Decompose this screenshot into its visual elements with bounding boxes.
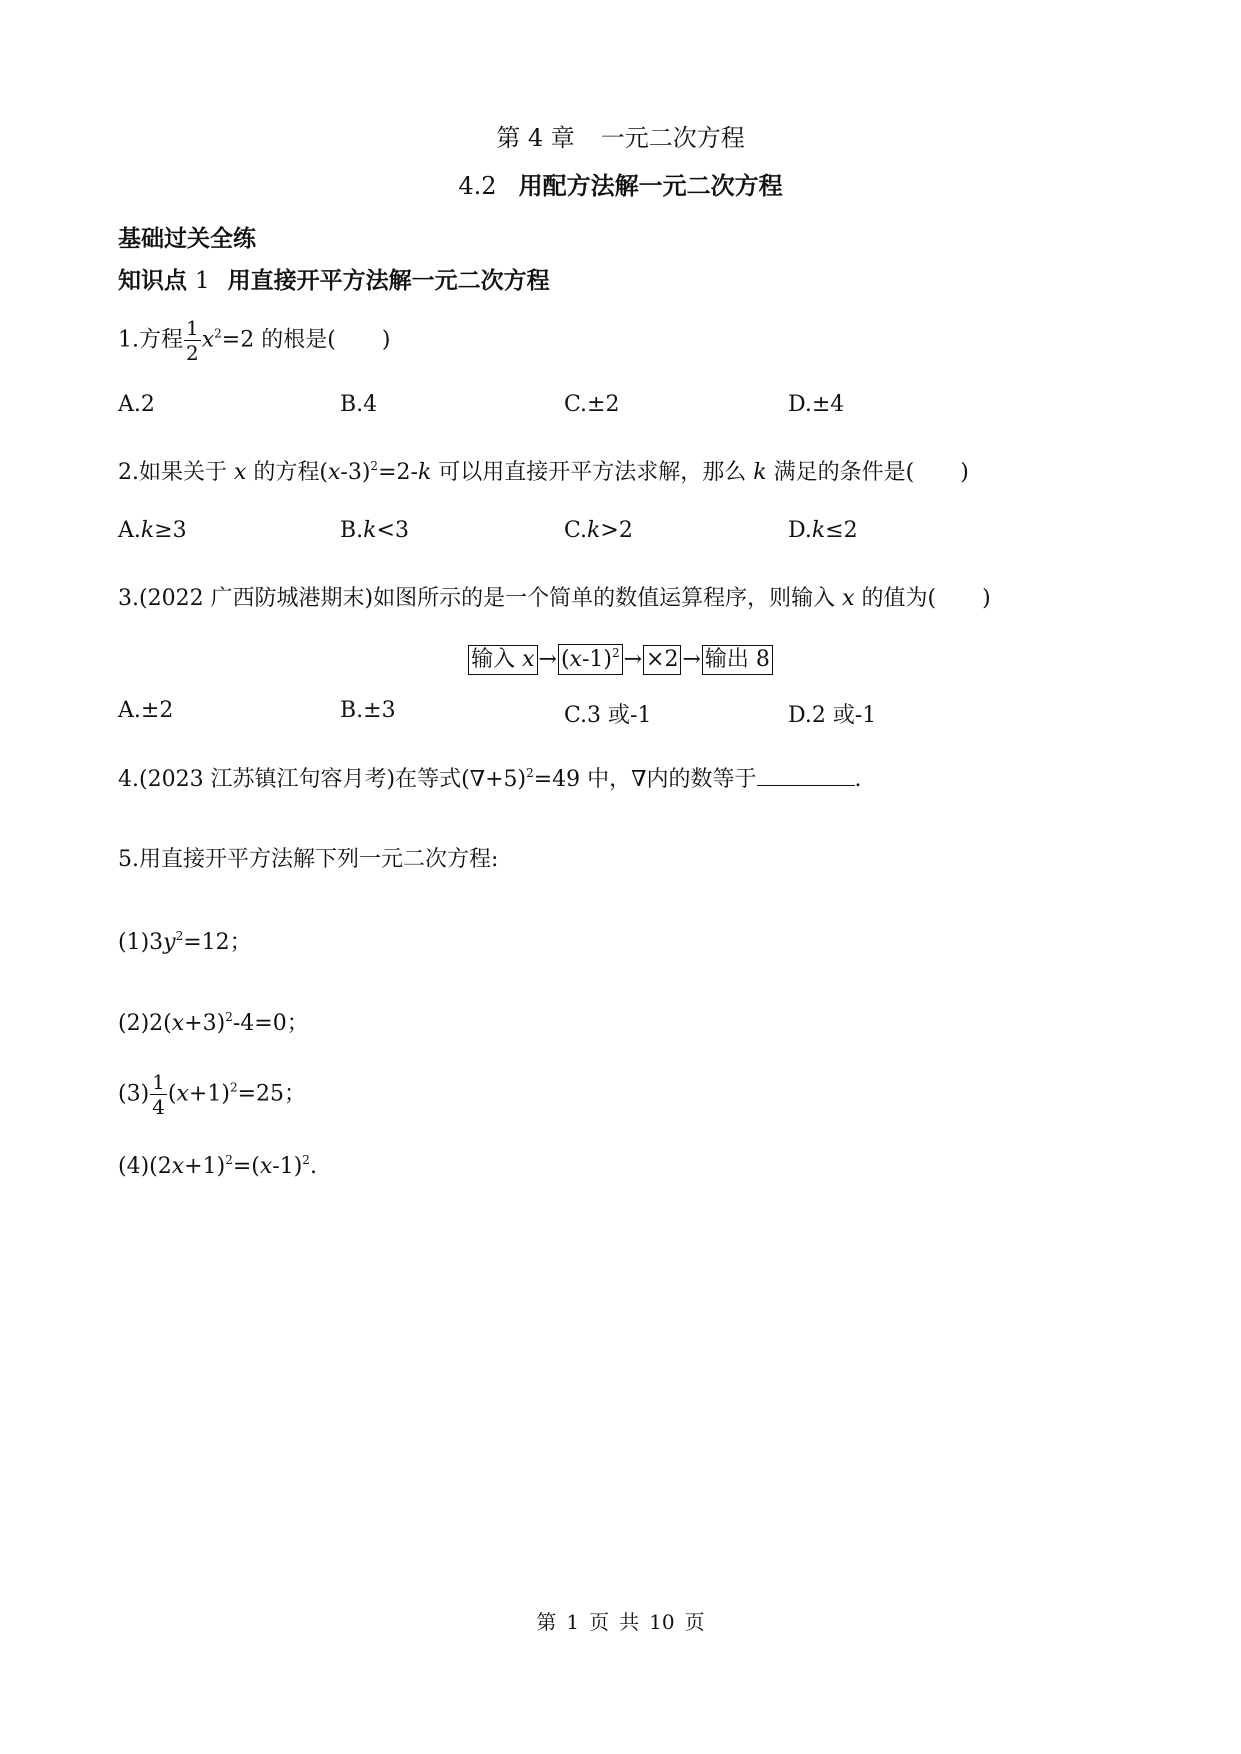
q3-option-d: D.2 或-1: [788, 703, 877, 728]
q3-flowchart: [0, 644, 1241, 675]
knowledge-point-label: 知识点 1: [118, 267, 210, 294]
q5-fraction: $\frac{1}{4}$: [152, 1070, 165, 1119]
q1-option-a: A.2: [118, 392, 155, 417]
flow-arrow-icon: →: [623, 647, 643, 672]
q1-option-b: B.4: [340, 392, 378, 417]
q2-option-c: C.k>2: [564, 518, 633, 543]
question-3: 3.(2022 广西防城港期末)如图所示的是一个简单的数值运算程序，则输入 x 的值为( ): [118, 586, 991, 611]
q1-option-d: D.±4: [788, 392, 845, 417]
flow-input-box: 输入 x: [468, 645, 537, 675]
part-title: 基础过关全练: [118, 225, 256, 252]
flow-square-box: $(x-1)^2$: [558, 644, 623, 675]
section-number: 4.2: [458, 172, 497, 200]
chapter-heading: [0, 118, 1241, 153]
section-title: 用配方法解一元二次方程: [518, 171, 783, 200]
q1-option-c: C.±2: [564, 392, 620, 417]
q2-option-a: A.k≥3: [118, 518, 187, 543]
flow-arrow-icon: →: [538, 647, 557, 672]
q5-part-1: $(1)3y^2=12$；: [118, 929, 252, 955]
flow-output-box: 输出 8: [702, 645, 773, 675]
q2-option-b: B.k<3: [340, 518, 409, 543]
knowledge-point-heading: [118, 262, 550, 295]
q5-part-2: $(2)2(x+3)^2-4=0$；: [118, 1010, 309, 1036]
section-heading: [0, 166, 1241, 201]
q1-prefix: 1.方程: [118, 327, 183, 353]
flow-multiply-box: ×2: [643, 645, 681, 675]
knowledge-point-title: 用直接开平方法解一元二次方程: [227, 267, 550, 294]
chapter-title: 一元二次方程: [600, 124, 745, 152]
question-5: 5.用直接开平方法解下列一元二次方程:: [118, 847, 499, 872]
page-total: 10: [649, 1610, 675, 1634]
page-footer: 第 1 页 共 10 页: [536, 1610, 705, 1634]
q3-option-b: B.±3: [340, 698, 396, 723]
answer-blank[interactable]: [757, 765, 855, 786]
question-1: 1.方程 $\frac{1}{2}$ $x^2=2$ 的根是( ): [118, 316, 391, 365]
chapter-label: 第 4 章: [496, 124, 575, 152]
q5-part-3: (3) $\frac{1}{4}$ $(x+1)^2=25$；: [118, 1070, 307, 1119]
q2-option-d: D.k≤2: [788, 518, 858, 543]
q3-option-a: A.±2: [118, 698, 174, 723]
page-number: 1: [566, 1610, 580, 1634]
q5-part-4: $(4)(2x+1)^2=(x-1)^2$.: [118, 1153, 317, 1179]
question-4: 4.(2023 江苏镇江句容月考)在等式$(\nabla+5)^2=49$ 中，∇内的数等于 .: [118, 766, 862, 792]
q3-option-c: C.3 或-1: [564, 703, 652, 728]
flow-arrow-icon: →: [682, 647, 701, 672]
q1-fraction: $\frac{1}{2}$: [186, 316, 199, 365]
question-2: 2.如果关于 x 的方程$(x-3)^2=2-k$ 可以用直接开平方法求解，那么 k 满足的条件是( ): [118, 459, 969, 485]
